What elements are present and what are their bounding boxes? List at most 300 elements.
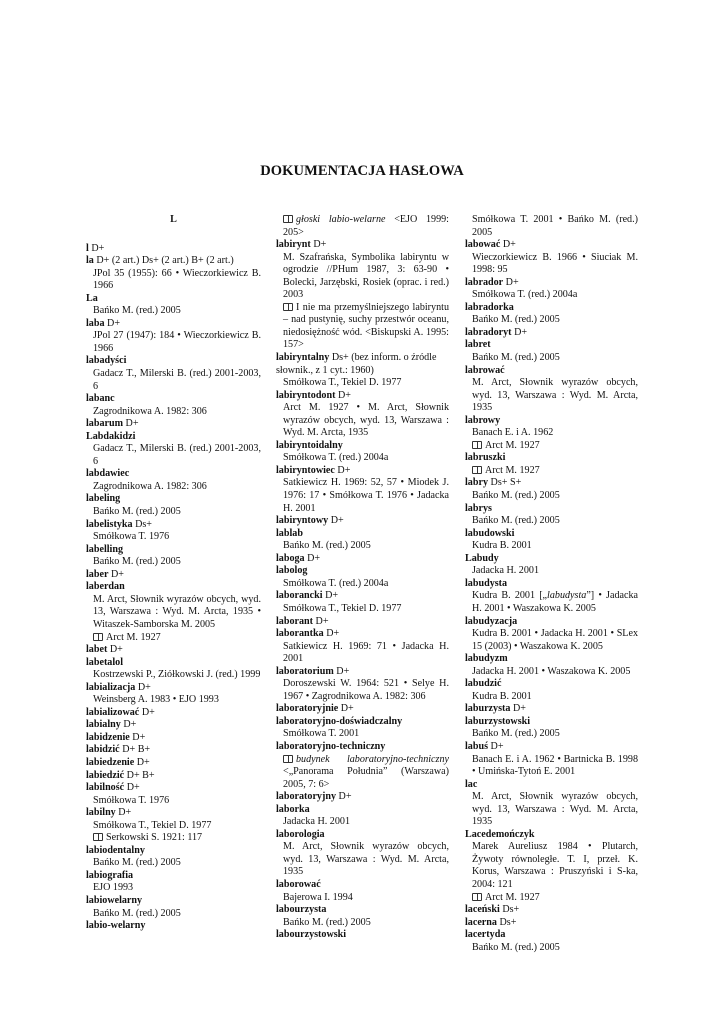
book-icon (93, 833, 103, 841)
entry-headword: laborologia (276, 828, 325, 840)
entry-headword: labio-welarny (86, 920, 146, 932)
entry-headword: laborować (276, 878, 321, 890)
entry-qualifier: D+ (326, 628, 340, 640)
entry-headword: labdawiec (86, 468, 130, 480)
dictionary-entry (86, 870, 261, 895)
entry-qualifier: D+ (107, 317, 121, 329)
dictionary-entry (276, 804, 449, 829)
entry-source-line (86, 506, 261, 519)
entry-source-line (465, 490, 638, 503)
entry-source-line (86, 857, 261, 870)
entry-head-line (86, 719, 261, 732)
entry-qualifier: D+ (340, 703, 354, 715)
entry-source-line (465, 754, 638, 779)
entry-headword: La (86, 292, 98, 304)
dictionary-entry (276, 666, 449, 704)
entry-headword: labializacja (86, 681, 136, 693)
book-icon (93, 633, 103, 641)
entry-head-line (276, 879, 449, 892)
dictionary-entry (86, 807, 261, 845)
entry-headword: labrys (465, 502, 492, 514)
entry-headword: labrador (465, 276, 504, 288)
entry-source-line (465, 666, 638, 679)
dictionary-entry (276, 703, 449, 716)
entry-line-text: Bańko M. (red.) 2005 (93, 506, 181, 518)
entry-source-line (86, 556, 261, 569)
entry-qualifier: D+ (505, 276, 519, 288)
entry-citation-note (276, 214, 449, 239)
dictionary-entry (86, 744, 261, 757)
dictionary-entry (465, 829, 638, 904)
entry-head-line (276, 703, 449, 716)
entry-headword: labradoryt (465, 326, 512, 338)
entry-source-line (465, 590, 638, 615)
dictionary-entry (276, 214, 449, 239)
dictionary-entry (86, 719, 261, 732)
entry-source-line (276, 402, 449, 440)
entry-head-line (465, 678, 638, 691)
entry-qualifier: Ds+ (bez inform. o źródle słownik., z 1 cyt.: 1960) (276, 352, 437, 376)
entry-headword: labilność (86, 782, 125, 794)
dictionary-entry (465, 415, 638, 453)
entry-head-line (465, 339, 638, 352)
entry-head-line (276, 829, 449, 842)
entry-head-line (86, 468, 261, 481)
entry-qualifier: Ds+ (499, 916, 517, 928)
entry-headword: laburzystowski (465, 715, 531, 727)
entry-head-line (465, 779, 638, 792)
entry-head-line (465, 327, 638, 340)
entry-qualifier: Ds+ S+ (490, 477, 522, 489)
entry-line-text: Jadacka H. 2001 (472, 565, 539, 577)
dictionary-entry (86, 355, 261, 393)
entry-line-text: Bańko M. (red.) 2005 (283, 916, 371, 928)
entry-line-text: Bańko M. (red.) 2005 (93, 556, 181, 568)
entry-source-line (465, 841, 638, 891)
entry-headword: labiedzić (86, 769, 125, 781)
dictionary-entry (276, 929, 449, 942)
entry-headword: laborantka (276, 628, 324, 640)
entry-head-line (276, 465, 449, 478)
dictionary-entry (465, 302, 638, 327)
entry-head-line (86, 744, 261, 757)
dictionary-entry (86, 493, 261, 518)
entry-qualifier: D+ (325, 590, 339, 602)
entry-head-line (465, 415, 638, 428)
entry-headword: Lacedemończyk (465, 828, 535, 840)
entry-head-line (465, 503, 638, 516)
dictionary-entry (276, 352, 449, 390)
entry-head-line (86, 845, 261, 858)
entry-line-text: Smółkowa T. (red.) 2004a (283, 452, 389, 464)
entry-qualifier: D+ (307, 552, 321, 564)
entry-head-line (86, 581, 261, 594)
entry-head-line (86, 519, 261, 532)
entry-headword: labrowy (465, 414, 501, 426)
entry-headword: laboratorium (276, 665, 334, 677)
dictionary-entry (86, 920, 261, 933)
entry-line-text: Kudra B. 2001 (472, 540, 532, 552)
dictionary-entry (465, 779, 638, 829)
entry-qualifier: D+ (2 art.) Ds+ (2 art.) B+ (2 art.) (96, 255, 234, 267)
entry-headword: labudysta (465, 577, 508, 589)
entry-head-line (86, 870, 261, 883)
entry-qualifier: D+ (315, 615, 329, 627)
entry-line-text: Bańko M. (red.) 2005 (472, 490, 560, 502)
entry-line-text: Jadacka H. 2001 (283, 816, 350, 828)
dictionary-entry (86, 569, 261, 582)
entry-headword: lac (465, 778, 478, 790)
entry-line-text: JPol 27 (1947): 184 • Wieczorkiewicz B. 1966 (93, 330, 261, 354)
entry-headword: laboratoryjno-techniczny (276, 740, 386, 752)
entry-headword: labiografia (86, 869, 134, 881)
entry-headword: labudzić (465, 678, 502, 690)
entry-line-text: Weinsberg A. 1983 • EJO 1993 (93, 694, 219, 706)
entry-line-text: Marek Aureliusz 1984 • Plutarch, Żywoty równoległe. T. I, przeł. K. Korus, Warszawa : Pruszyński i S-ka, 2004: 121 (472, 841, 638, 890)
dictionary-entry (86, 431, 261, 469)
entry-qualifier: D+ (502, 239, 516, 251)
entry-head-line (86, 293, 261, 306)
entry-line-text: Satkiewicz H. 1969: 52, 57 • Miodek J. 1976: 17 • Smółkowa T. 1976 • Jadacka H. 2001 (283, 477, 449, 514)
entry-head-line (86, 493, 261, 506)
page-title: DOKUMENTACJA HASŁOWA (260, 163, 464, 179)
entry-head-line (276, 741, 449, 754)
dictionary-entry (465, 741, 638, 779)
entry-line-text: Bańko M. (red.) 2005 (472, 352, 560, 364)
entry-source-line (86, 882, 261, 895)
entry-headword: labelistyka (86, 518, 133, 530)
dictionary-entry (465, 917, 638, 930)
book-icon (283, 303, 293, 311)
dictionary-entry (86, 845, 261, 870)
dictionary-entry (276, 741, 449, 791)
entry-head-line (276, 616, 449, 629)
dictionary-entry (86, 468, 261, 493)
dictionary-entry (465, 277, 638, 302)
entry-line-text: Kostrzewski P., Ziółkowski J. (red.) 1999 (93, 669, 261, 681)
entry-source-line (465, 691, 638, 704)
entry-head-line (86, 318, 261, 331)
entry-head-line (276, 565, 449, 578)
entry-line-text: Smółkowa T., Tekiel D. 1977 (283, 602, 402, 614)
entry-line-text: Smółkowa T. 1976 (93, 794, 170, 806)
entry-head-line (86, 418, 261, 431)
dictionary-entry (465, 703, 638, 716)
dictionary-entry (465, 653, 638, 678)
entry-line-text: Jadacka H. 2001 • Waszakowa K. 2005 (472, 665, 631, 677)
entry-headword: labiryntowy (276, 515, 329, 527)
entry-line-text: JPol 35 (1955): 66 • Wieczorkiewicz B. 1966 (93, 267, 261, 292)
entry-source-line (465, 314, 638, 327)
entries-column-3 (465, 214, 638, 954)
dictionary-entry (465, 327, 638, 340)
entry-headword: laba (86, 317, 105, 329)
entry-line-text: Doroszewski W. 1964: 521 • Selye H. 1967 • Zagrodnikowa A. 1982: 306 (283, 678, 449, 702)
entry-source-line (465, 515, 638, 528)
entry-line-text: budynek laboratoryjno-techniczny <„Panorama Południa” (Warszawa) 2005, 7: 6> (283, 753, 449, 790)
entry-citation-note (86, 632, 261, 645)
entry-source-line (86, 443, 261, 468)
entry-head-line (86, 544, 261, 557)
entry-source-line (86, 481, 261, 494)
entry-source-line (86, 531, 261, 544)
entry-line-text: Kudra B. 2001 (472, 690, 532, 702)
entry-head-line (465, 553, 638, 566)
entry-source-line (86, 594, 261, 632)
entry-headword: labrować (465, 364, 505, 376)
entry-line-text: Banach E. i A. 1962 (472, 427, 554, 439)
entry-line-text: Zagrodnikowa A. 1982: 306 (93, 405, 207, 417)
entry-head-line (276, 553, 449, 566)
entry-qualifier: D+ (141, 706, 155, 718)
entry-head-line (465, 904, 638, 917)
dictionary-entry (86, 644, 261, 657)
entry-source-line (86, 820, 261, 833)
entry-source-line (465, 565, 638, 578)
dictionary-entry (276, 616, 449, 629)
dictionary-entry (86, 770, 261, 783)
entry-head-line (465, 578, 638, 591)
dictionary-entry (465, 616, 638, 654)
entry-line-text: Kudra B. 2001 [„labudysta”] • Jadacka H. 2001 • Waszakowa K. 2005 (472, 590, 638, 614)
dictionary-entry (276, 390, 449, 440)
entry-line-text: M. Szafrańska, Symbolika labiryntu w ogrodzie //PHum 1987, 3: 63-90 • Bolecki, Jarzębski, Rosiek (oprac. i red.) 2003 (283, 251, 449, 301)
entry-citation-note (465, 892, 638, 905)
entry-qualifier: D+ B+ (122, 744, 151, 756)
entry-headword: labiryntalny (276, 352, 330, 364)
entry-line-text: Wieczorkiewicz B. 1966 • Siuciak M. 1998: 95 (472, 251, 638, 276)
entry-headword: labiryntodont (276, 389, 336, 401)
entry-headword: labarum (86, 418, 124, 430)
entry-headword: labiryntowiec (276, 464, 335, 476)
entry-head-line (276, 666, 449, 679)
entry-source-line (276, 917, 449, 930)
entry-headword: laceński (465, 904, 500, 916)
entry-headword: laborancki (276, 590, 323, 602)
entry-headword: labourzystowski (276, 929, 347, 941)
entry-source-line (276, 816, 449, 829)
entry-head-line (276, 929, 449, 942)
entry-head-line (276, 440, 449, 453)
entry-qualifier: Ds+ (502, 904, 520, 916)
entry-head-line (86, 255, 261, 268)
entry-line-text: Arct M. 1927 (485, 464, 540, 476)
entry-head-line (465, 716, 638, 729)
entry-head-line (276, 628, 449, 641)
entry-citation-note (276, 302, 449, 352)
entry-head-line (465, 917, 638, 930)
entry-citation-note (276, 754, 449, 792)
entry-source-line (86, 669, 261, 682)
entry-source-line (276, 540, 449, 553)
dictionary-entry (276, 465, 449, 515)
entry-qualifier: D+ (136, 756, 150, 768)
entry-line-text: Gadacz T., Milerski B. (red.) 2001-2003, 6 (93, 443, 261, 467)
dictionary-entry (86, 782, 261, 807)
entry-qualifier: D+ (330, 515, 344, 527)
entry-line-text: głoski labio-welarne <EJO 1999: 205> (283, 214, 449, 238)
entry-source-line (465, 377, 638, 415)
dictionary-entry (465, 239, 638, 277)
entry-headword: labidzenie (86, 731, 130, 743)
entry-head-line (276, 515, 449, 528)
entry-headword: labirynt (276, 239, 311, 251)
dictionary-entry (276, 565, 449, 590)
entry-source-line (465, 540, 638, 553)
entry-line-text: Banach E. i A. 1962 • Bartnicka B. 1998 • Umińska-Tytoń E. 2001 (472, 753, 638, 778)
entry-line-text: Smółkowa T. 1976 (93, 531, 170, 543)
dictionary-entry (276, 879, 449, 904)
dictionary-entry (86, 895, 261, 920)
entry-line-text: M. Arct, Słownik wyrazów obcych, wyd. 13, Warszawa : Wyd. M. Arcta, 1935 • Witaszek-Samborska M. 2005 (93, 593, 261, 630)
entry-headword: la (86, 255, 94, 267)
entry-headword: labetalol (86, 656, 124, 668)
dictionary-entry (86, 519, 261, 544)
entry-line-text: Smółkowa T. (red.) 2004a (283, 577, 389, 589)
book-icon (472, 466, 482, 474)
entry-qualifier: D+ (125, 418, 139, 430)
dictionary-entry (276, 239, 449, 352)
entry-head-line (276, 239, 449, 252)
dictionary-entry (276, 440, 449, 465)
entry-head-line (465, 703, 638, 716)
entries-column-1 (86, 214, 261, 933)
entry-line-text: Arct M. 1927 (485, 891, 540, 903)
entry-headword: labret (465, 339, 491, 351)
entry-source-line (276, 678, 449, 703)
entry-head-line (276, 804, 449, 817)
book-icon (283, 755, 293, 763)
entry-headword: labudowski (465, 527, 515, 539)
entry-source-line (465, 214, 638, 239)
entry-headword: laberdan (86, 581, 125, 593)
dictionary-entry (465, 904, 638, 917)
dictionary-entry (465, 528, 638, 553)
entry-headword: labudyzacja (465, 615, 518, 627)
entry-headword: labializować (86, 706, 140, 718)
entry-headword: lacerna (465, 916, 497, 928)
entry-head-line (276, 390, 449, 403)
dictionary-entry (86, 243, 261, 256)
dictionary-entry (86, 581, 261, 644)
dictionary-entry (86, 757, 261, 770)
entry-line-text: I nie ma przemyślniejszego labiryntu – nad pustynię, suchy przestwór oceanu, niedosiężność wód. <Biskupski A. 1995: 157> (283, 301, 449, 351)
entry-source-line (86, 908, 261, 921)
entry-line-text: Kudra B. 2001 • Jadacka H. 2001 • SLex 15 (2003) • Waszakowa K. 2005 (472, 628, 638, 652)
entry-qualifier: D+ (338, 389, 351, 401)
entry-head-line (86, 243, 261, 256)
entry-headword: labiowelarny (86, 894, 143, 906)
dictionary-entry (86, 418, 261, 431)
entry-source-line (276, 892, 449, 905)
entry-qualifier: D+ (313, 239, 327, 251)
entry-line-text: Bańko M. (red.) 2005 (472, 941, 560, 953)
entry-source-line (276, 603, 449, 616)
entry-source-line (86, 268, 261, 293)
entry-headword: l (86, 242, 89, 254)
dictionary-entry (276, 515, 449, 528)
entry-head-line (276, 791, 449, 804)
entry-head-line (276, 904, 449, 917)
entry-source-line (276, 641, 449, 666)
dictionary-entry (86, 255, 261, 293)
book-icon (472, 441, 482, 449)
entry-source-line (465, 352, 638, 365)
entry-head-line (465, 829, 638, 842)
dictionary-entry (86, 393, 261, 418)
entry-head-line (465, 365, 638, 378)
entry-head-line (465, 277, 638, 290)
entry-line-text: Bańko M. (red.) 2005 (283, 540, 371, 552)
dictionary-entry (86, 318, 261, 356)
entry-qualifier: D+ (514, 326, 528, 338)
entry-citation-note (465, 440, 638, 453)
entry-citation-note (86, 832, 261, 845)
dictionary-entry (86, 657, 261, 682)
entry-headword: labourzysta (276, 904, 327, 916)
entry-head-line (86, 707, 261, 720)
entry-headword: laburzysta (465, 703, 511, 715)
entry-head-line (465, 477, 638, 490)
entry-source-line (86, 694, 261, 707)
entry-source-line (86, 795, 261, 808)
entry-source-line (465, 942, 638, 955)
entry-headword: laboratoryjnie (276, 703, 339, 715)
entry-line-text: Gadacz T., Milerski B. (red.) 2001-2003, 6 (93, 368, 261, 392)
entry-headword: labruszki (465, 452, 506, 464)
entry-headword: labet (86, 644, 108, 656)
entry-head-line (86, 355, 261, 368)
entry-head-line (86, 895, 261, 908)
entry-qualifier: D+ (123, 719, 137, 731)
entry-head-line (465, 653, 638, 666)
entry-line-text: Bańko M. (red.) 2005 (472, 728, 560, 740)
entry-source-line (465, 289, 638, 302)
dictionary-entry (276, 829, 449, 879)
entry-citation-note (465, 465, 638, 478)
entry-headword: Labudy (465, 552, 499, 564)
dictionary-entry (465, 929, 638, 954)
entry-head-line (86, 732, 261, 745)
dictionary-entry (465, 214, 638, 239)
entry-source-line (465, 628, 638, 653)
entry-headword: laborka (276, 803, 310, 815)
entry-head-line (465, 616, 638, 629)
entry-head-line (86, 657, 261, 670)
entry-source-line (276, 477, 449, 515)
entry-qualifier: D+ (109, 644, 123, 656)
entry-line-text: M. Arct, Słownik wyrazów obcych, wyd. 13, Warszawa : Wyd. M. Arcta, 1935 (472, 377, 638, 414)
entry-headword: labuś (465, 740, 489, 752)
entry-qualifier: D+ (110, 568, 124, 580)
dictionary-entry (276, 553, 449, 566)
entry-headword: labelling (86, 543, 124, 555)
entry-head-line (276, 716, 449, 729)
entry-source-line (276, 377, 449, 390)
entry-headword: labadyści (86, 355, 127, 367)
entry-headword: laboratoryjno-doświadczalny (276, 715, 403, 727)
entry-head-line (86, 807, 261, 820)
entry-head-line (465, 528, 638, 541)
entry-head-line (86, 770, 261, 783)
entry-line-text: M. Arct, Słownik wyrazów obcych, wyd. 13, Warszawa : Wyd. M. Arcta, 1935 (472, 791, 638, 828)
entries-column-2 (276, 214, 449, 942)
entry-head-line (86, 782, 261, 795)
dictionary-entry (465, 553, 638, 578)
entry-qualifier: D+ (91, 242, 105, 254)
entry-line-text: Arct M. 1927 (485, 439, 540, 451)
dictionary-entry (86, 544, 261, 569)
